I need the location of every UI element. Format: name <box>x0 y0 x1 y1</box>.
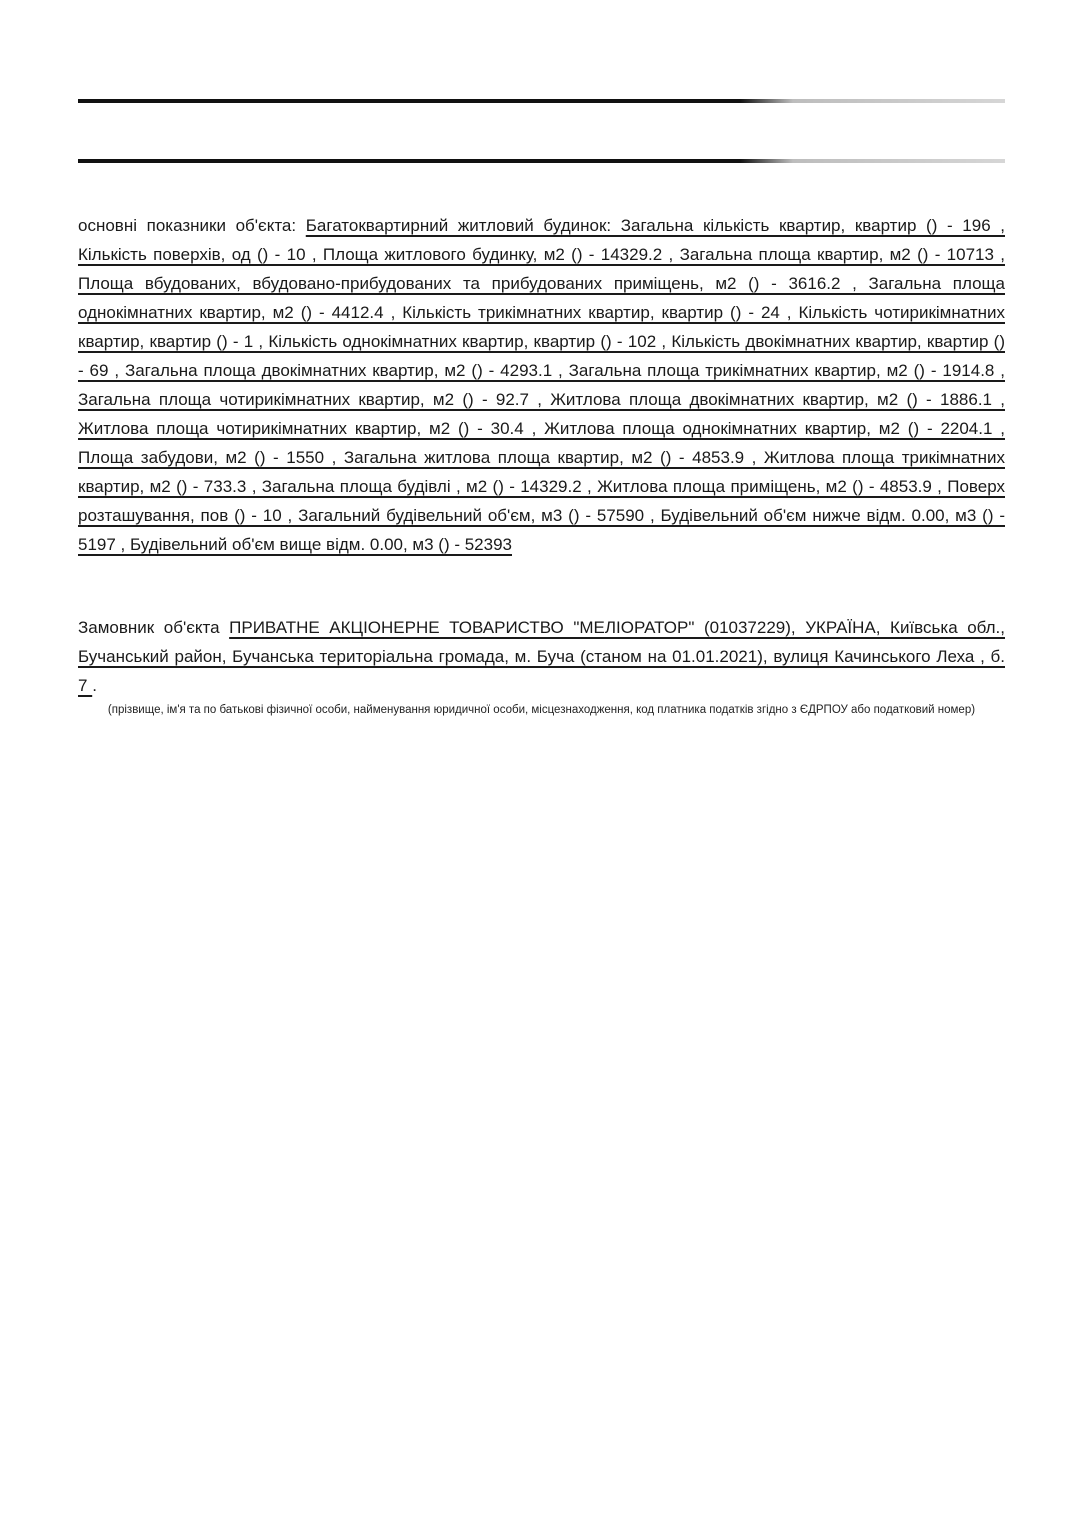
object-indicators-label: основні показники об'єкта: <box>78 216 297 235</box>
customer-end: . <box>92 676 97 695</box>
header-rule-top-fade <box>740 99 1005 103</box>
customer-caption: (прізвище, ім'я та по батькові фізичної особи, найменування юридичної особи, місцезнаходження, код платника податків згідно з ЄДРПОУ або податковий номер) <box>107 704 976 716</box>
object-indicators-value: Багатоквартирний житловий будинок: Загальна кількість квартир, квартир () - 196 , Кількість поверхів, од () - 10 , Площа житлового будинку, м2 () - 14329.2 , Загальна площа квартир, м2 () - 10713 , Площа вбудованих, вбудовано-прибудованих та прибудованих приміщень, м2 () - 3616.2 , Загальна площа однокімнатних квартир, м2 () - 4412.4 , Кількість трикімнатних квартир, квартир () - 24 , Кількість чотирикімнатних квартир, квартир () - 1 , Кількість однокімнатних квартир, квартир () - 102 , Кількість двокімнатних квартир, квартир () - 69 , Загальна площа двокімнатних квартир, м2 () - 4293.1 , Загальна площа трикімнатних квартир, м2 () - 1914.8 , Загальна площа чотирикімнатних квартир, м2 () - 92.7 , Житлова площа двокімнатних квартир, м2 () - 1886.1 , Житлова площа чотирикімнатних квартир, м2 () - 30.4 , Житлова площа однокімнатних квартир, м2 () - 2204.1 , Площа забудови, м2 () - 1550 , Загальна житлова площа квартир, м2 () - 4853.9 , Житлова площа трикімнатних квартир, м2 () - 733.3 , Загальна площа будівлі , м2 () - 14329.2 , Житлова площа приміщень, м2 () - 4853.9 , Поверх розташування, пов () - 10 , Загальний будівельний об'єм, м3 () - 57590 , Будівельний об'єм нижче відм. 0.00, м3 () - 5197 , Будівельний об'єм вище відм. 0.00, м3 () - 52393 <box>78 216 1005 554</box>
customer-paragraph <box>78 613 1005 700</box>
object-indicators-paragraph <box>78 211 1005 559</box>
customer-label: Замовник об'єкта <box>78 618 220 637</box>
customer-value: ПРИВАТНЕ АКЦІОНЕРНЕ ТОВАРИСТВО "МЕЛІОРАТОР" (01037229), УКРАЇНА, Київська обл., Бучанський район, Бучанська територіальна громада, м. Буча (станом на 01.01.2021), вулиця Качинського Леха , б. 7 <box>78 618 1005 695</box>
header-rule-bottom-fade <box>740 159 1005 163</box>
